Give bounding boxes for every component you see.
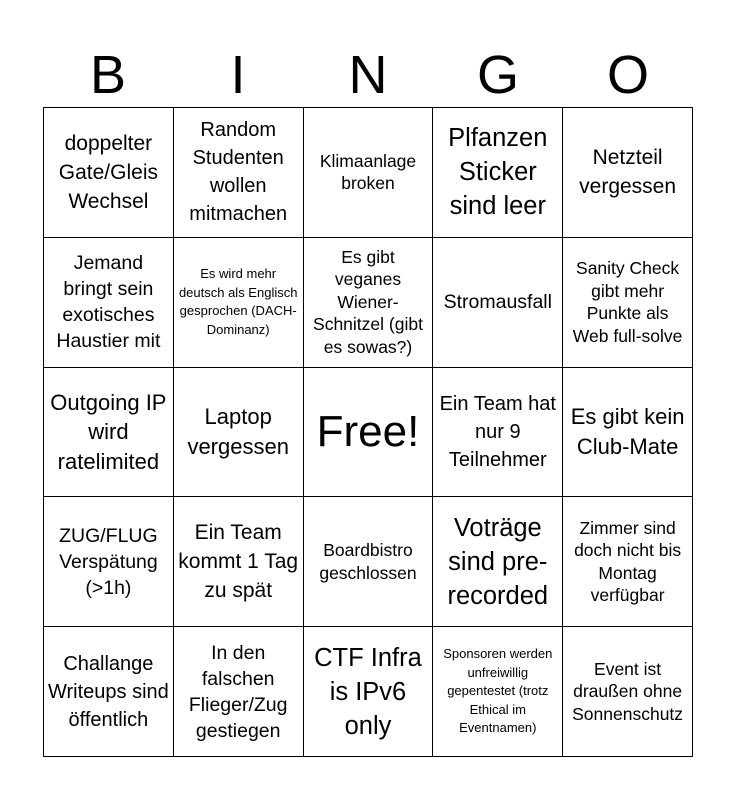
bingo-cell[interactable] (44, 238, 174, 368)
cell-text: doppelter Gate/Gleis Wechsel (58, 131, 158, 213)
cell-text: Laptop vergessen (187, 404, 289, 459)
bingo-cell[interactable] (304, 627, 434, 757)
bingo-cell[interactable] (563, 368, 693, 498)
cell-text: Es gibt kein Club-Mate (570, 404, 685, 459)
bingo-cell[interactable] (563, 238, 693, 368)
bingo-cell[interactable] (174, 238, 304, 368)
cell-text: Voträge sind pre-recorded (447, 513, 549, 610)
cell-text: Event ist draußen ohne Sonnenschutz (572, 658, 684, 724)
cell-text: Sanity Check gibt mehr Punkte als Web full-solve (572, 258, 683, 346)
bingo-cell[interactable] (433, 368, 563, 498)
bingo-cell[interactable] (433, 627, 563, 757)
cell-text: Random Studenten wollen mitmachen (189, 119, 288, 226)
cell-text: Plfanzen Sticker sind leer (448, 124, 548, 221)
bingo-cell[interactable] (174, 108, 304, 238)
cell-text: ZUG/FLUG Verspätung (>1h) (59, 524, 158, 599)
bingo-cell[interactable] (44, 497, 174, 627)
cell-text: Stromausfall (443, 291, 552, 314)
cell-text: Es gibt veganes Wiener-Schnitzel (gibt es sowas?) (313, 246, 423, 357)
cell-text: Ein Team hat nur 9 Teilnehmer (439, 392, 556, 471)
header-letter-b: B (89, 45, 127, 105)
bingo-cell[interactable] (304, 497, 434, 627)
bingo-cell[interactable] (44, 627, 174, 757)
cell-text: CTF Infra is IPv6 only (314, 643, 422, 740)
cell-text: Ein Team kommt 1 Tag zu spät (178, 521, 299, 603)
cell-text: Es wird mehr deutsch als Englisch gesprochen (DACH-Dominanz) (178, 266, 298, 337)
bingo-cell[interactable] (433, 108, 563, 238)
free-cell[interactable] (304, 368, 434, 498)
bingo-grid (43, 107, 693, 757)
cell-text: Outgoing IP wird ratelimited (50, 389, 167, 474)
header-letter-i: I (230, 45, 246, 105)
bingo-cell[interactable] (433, 497, 563, 627)
cell-text: In den falschen Flieger/Zug gestiegen (188, 641, 288, 742)
header-letter-n: N (348, 45, 388, 105)
bingo-cell[interactable] (304, 108, 434, 238)
cell-text: Zimmer sind doch nicht bis Montag verfügbar (574, 517, 682, 606)
cell-text: Jemand bringt sein exotisches Haustier mit (56, 252, 161, 353)
cell-text: Netzteil vergessen (579, 146, 677, 199)
bingo-cell[interactable] (433, 238, 563, 368)
bingo-cell[interactable] (563, 108, 693, 238)
bingo-cell[interactable] (174, 368, 304, 498)
bingo-cell[interactable] (44, 108, 174, 238)
bingo-cell[interactable] (563, 497, 693, 627)
bingo-cell[interactable] (174, 627, 304, 757)
bingo-header (43, 44, 693, 106)
cell-text: Sponsoren werden unfreiwillig gepentestet (trotz Ethical im Eventnamen) (443, 646, 553, 736)
cell-text: Boardbistro geschlossen (319, 540, 417, 583)
header-letter-o: O (606, 45, 649, 105)
cell-text: Klimaanlage broken (319, 150, 417, 194)
bingo-cell[interactable] (174, 497, 304, 627)
bingo-cell[interactable] (304, 238, 434, 368)
bingo-cell[interactable] (563, 627, 693, 757)
cell-text: Challange Writeups sind öffentlich (48, 652, 169, 731)
bingo-cell[interactable] (44, 368, 174, 498)
header-letter-g: G (476, 45, 519, 105)
free-text: Free! (316, 406, 420, 456)
